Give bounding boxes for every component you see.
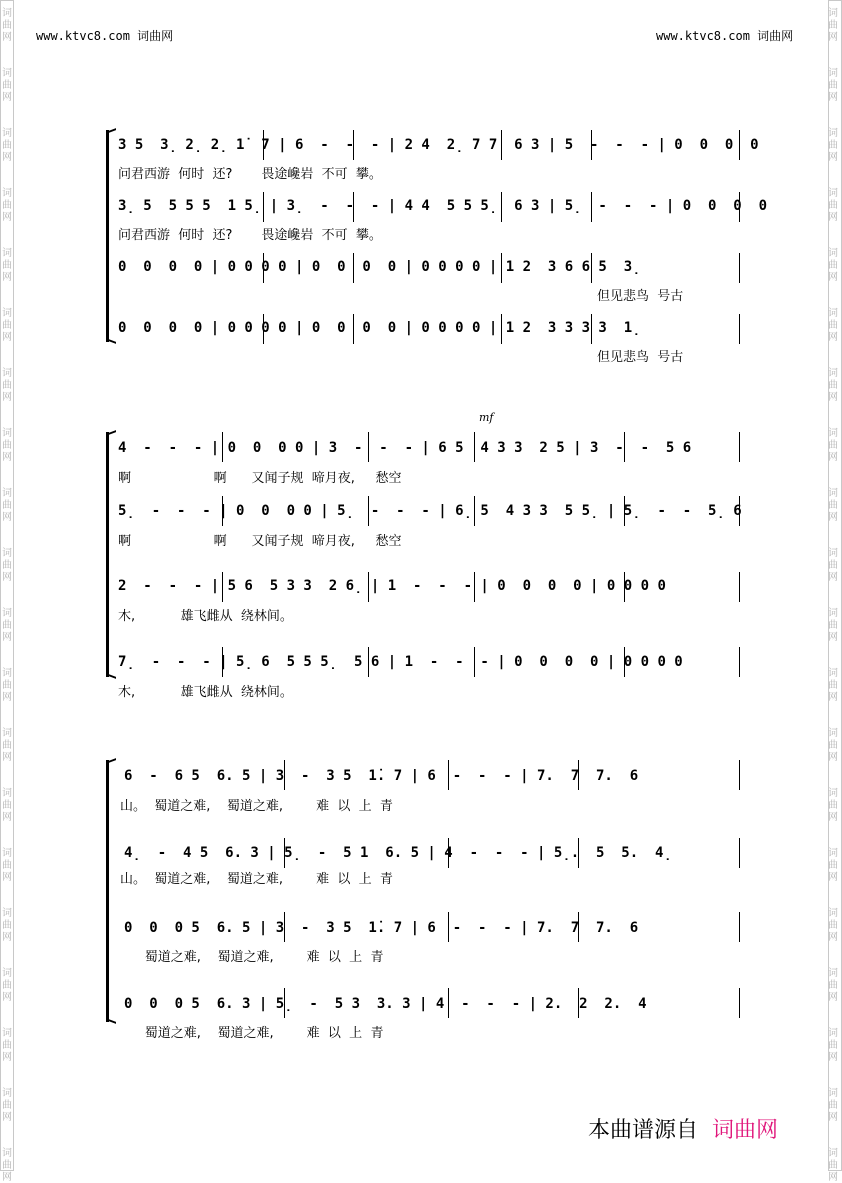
part-2-notes: 5̣ - - - | 0 0 0 0 | 5̣ - - - | 6̣ 5 4 3 3 5 5̣ | 5̣ - - 5̣ 6 — [118, 503, 742, 519]
watermark-char: 词 — [2, 968, 12, 979]
watermark-char: 曲 — [828, 260, 838, 271]
watermark-char: 词 — [2, 248, 12, 259]
watermark-char: 网 — [2, 752, 12, 763]
part-2-notes: 4̣ - 4 5 6. 3 | 5̣ - 5 1 6. 5 | 4 - - - | 5̣. 5 5. 4̣ — [124, 845, 672, 861]
part-4-lyrics: 但见悲鸟 号古 — [597, 350, 684, 365]
watermark-char: 网 — [2, 692, 12, 703]
watermark-char: 网 — [828, 572, 838, 583]
footer-source — [588, 1113, 778, 1144]
watermark-char: 词 — [2, 428, 12, 439]
part-1-lyrics: 啊 啊 又闻子规 啼月夜, 愁空 — [118, 471, 402, 486]
part-1-lyrics: 山。 蜀道之难, 蜀道之难, 难 以 上 青 — [120, 799, 393, 814]
part-4-notes: 0 0 0 0 | 0 0 0 0 | 0 0 0 0 | 0 0 0 0 | 1 2 3 3 3 3 1̣ — [118, 320, 641, 336]
watermark-char: 曲 — [2, 1160, 12, 1171]
watermark-char: 网 — [828, 512, 838, 523]
watermark-char: 曲 — [828, 140, 838, 151]
watermark-char: 曲 — [828, 440, 838, 451]
part-1-notes: 6 - 6 5 6. 5 | 3 - 3 5 1̇. 7 | 6 - - - | 7. 7 7. 6 — [124, 768, 639, 784]
watermark-char: 词 — [2, 668, 12, 679]
watermark-char: 网 — [828, 1052, 838, 1063]
part-3-notes: 2 - - - | 5 6 5 3 3 2 6̣ | 1 - - - | 0 0 0 0 | 0 0 0 0 — [118, 578, 666, 594]
watermark-char: 词 — [828, 248, 838, 259]
watermark-char: 网 — [828, 632, 838, 643]
watermark-char: 词 — [2, 908, 12, 919]
watermark-char: 网 — [828, 452, 838, 463]
watermark-char: 网 — [2, 812, 12, 823]
watermark-char: 曲 — [828, 800, 838, 811]
part-4-notes: 0 0 0 5 6. 3 | 5̣ - 5 3 3. 3 | 4 - - - | 2. 2 2. 4 — [124, 996, 647, 1012]
watermark-char: 词 — [828, 608, 838, 619]
watermark-char: 词 — [2, 1088, 12, 1099]
watermark-char: 曲 — [828, 20, 838, 31]
header-right-site: www.ktvc8.com 词曲网 — [656, 29, 794, 43]
watermark-char: 词 — [828, 68, 838, 79]
watermark-char: 网 — [828, 212, 838, 223]
watermark-char: 词 — [828, 968, 838, 979]
watermark-char: 网 — [2, 1172, 12, 1183]
watermark-char: 网 — [828, 1172, 838, 1183]
watermark-char: 词 — [2, 308, 12, 319]
watermark-char: 曲 — [828, 200, 838, 211]
watermark-char: 曲 — [2, 140, 12, 151]
watermark-char: 词 — [828, 488, 838, 499]
watermark-char: 网 — [2, 932, 12, 943]
watermark-char: 词 — [828, 548, 838, 559]
system-brace — [106, 432, 109, 677]
watermark-char: 曲 — [2, 860, 12, 871]
watermark-char: 词 — [828, 908, 838, 919]
header-left-site: www.ktvc8.com 词曲网 — [36, 29, 174, 43]
watermark-char: 曲 — [828, 1160, 838, 1171]
footer-source-text: 本曲谱源自 — [588, 1118, 699, 1143]
watermark-char: 词 — [2, 548, 12, 559]
watermark-char: 曲 — [2, 380, 12, 391]
watermark-char: 曲 — [828, 980, 838, 991]
watermark-char: 词 — [828, 788, 838, 799]
watermark-char: 曲 — [2, 620, 12, 631]
part-4-lyrics: 蜀道之难, 蜀道之难, 难 以 上 青 — [120, 1026, 384, 1041]
watermark-char: 网 — [2, 32, 12, 43]
part-2-lyrics: 山。 蜀道之难, 蜀道之难, 难 以 上 青 — [120, 872, 393, 887]
part-2-notes: 3̣ 5 5 5 5 1 5̣ | 3̣ - - - | 4 4 5 5 5̣ 6 3 | 5̣ - - - | 0 0 0 0 — [118, 198, 768, 214]
watermark-char: 词 — [828, 848, 838, 859]
part-3-notes: 0 0 0 0 | 0 0 0 0 | 0 0 0 0 | 0 0 0 0 | 1 2 3 6 6 5 3̣ — [118, 259, 641, 275]
watermark-char: 词 — [2, 848, 12, 859]
watermark-char: 曲 — [828, 620, 838, 631]
footer-brand-link[interactable]: 词曲网 — [712, 1118, 779, 1143]
watermark-char: 曲 — [828, 860, 838, 871]
watermark-char: 曲 — [828, 1040, 838, 1051]
watermark-char: 网 — [828, 272, 838, 283]
watermark-char: 词 — [2, 1148, 12, 1159]
dynamic-marking: mf — [479, 411, 494, 424]
watermark-char: 词 — [2, 488, 12, 499]
watermark-char: 曲 — [2, 740, 12, 751]
watermark-char: 曲 — [828, 920, 838, 931]
watermark-char: 曲 — [2, 1040, 12, 1051]
watermark-char: 词 — [828, 668, 838, 679]
part-3-lyrics: 木, 雄飞雌从 绕林间。 — [118, 609, 293, 624]
watermark-char: 网 — [828, 1112, 838, 1123]
watermark-char: 网 — [2, 992, 12, 1003]
watermark-char: 词 — [828, 728, 838, 739]
watermark-char: 曲 — [2, 200, 12, 211]
watermark-char: 曲 — [828, 320, 838, 331]
part-1-notes: 3 5 3̣ 2̣ 2̣ 1̇ 7 | 6 - - - | 2 4 2̣ 7 7 6 3 | 5 - - - | 0 0 0 0 — [118, 137, 759, 153]
watermark-char: 曲 — [2, 440, 12, 451]
watermark-char: 曲 — [2, 680, 12, 691]
watermark-char: 曲 — [828, 740, 838, 751]
part-4-notes: 7̣ - - - | 5̣ 6 5 5 5̣ 5 6 | 1 - - - | 0 0 0 0 | 0 0 0 0 — [118, 654, 683, 670]
watermark-char: 词 — [2, 608, 12, 619]
watermark-char: 网 — [828, 992, 838, 1003]
watermark-char: 词 — [828, 188, 838, 199]
watermark-char: 网 — [828, 332, 838, 343]
part-3-lyrics: 蜀道之难, 蜀道之难, 难 以 上 青 — [120, 950, 384, 965]
watermark-char: 词 — [2, 788, 12, 799]
watermark-char: 词 — [828, 8, 838, 19]
watermark-char: 曲 — [2, 260, 12, 271]
part-1-notes: 4 - - - | 0 0 0 0 | 3 - - - | 6 5 4 3 3 2 5 | 3 - - 5 6 — [118, 440, 692, 456]
watermark-char: 曲 — [2, 560, 12, 571]
watermark-char: 网 — [2, 572, 12, 583]
watermark-char: 网 — [828, 692, 838, 703]
watermark-char: 网 — [2, 392, 12, 403]
watermark-char: 网 — [2, 212, 12, 223]
part-4-lyrics: 木, 雄飞雌从 绕林间。 — [118, 685, 293, 700]
part-2-lyrics: 问君西游 何时 还? 畏途巉岩 不可 攀。 — [118, 228, 382, 243]
watermark-char: 曲 — [828, 1100, 838, 1111]
watermark-char: 网 — [828, 932, 838, 943]
watermark-char: 网 — [2, 872, 12, 883]
watermark-char: 词 — [2, 368, 12, 379]
part-3-notes: 0 0 0 5 6. 5 | 3 - 3 5 1̇. 7 | 6 - - - | 7. 7 7. 6 — [124, 920, 639, 936]
watermark-char: 网 — [828, 32, 838, 43]
watermark-char: 网 — [828, 752, 838, 763]
watermark-char: 网 — [828, 152, 838, 163]
watermark-char: 词 — [828, 128, 838, 139]
watermark-char: 网 — [2, 92, 12, 103]
system-brace — [106, 130, 109, 342]
watermark-char: 网 — [2, 512, 12, 523]
watermark-char: 词 — [828, 1148, 838, 1159]
watermark-char: 网 — [2, 1052, 12, 1063]
watermark-char: 曲 — [2, 1100, 12, 1111]
watermark-char: 曲 — [2, 20, 12, 31]
watermark-char: 曲 — [828, 80, 838, 91]
watermark-char: 词 — [2, 68, 12, 79]
watermark-char: 词 — [828, 308, 838, 319]
part-2-lyrics: 啊 啊 又闻子规 啼月夜, 愁空 — [118, 534, 402, 549]
watermark-char: 词 — [2, 188, 12, 199]
watermark-char: 网 — [2, 332, 12, 343]
watermark-char: 网 — [2, 152, 12, 163]
watermark-char: 词 — [828, 368, 838, 379]
watermark-char: 曲 — [828, 500, 838, 511]
watermark-char: 词 — [828, 1088, 838, 1099]
watermark-char: 曲 — [2, 800, 12, 811]
watermark-char: 曲 — [2, 500, 12, 511]
watermark-char: 词 — [2, 1028, 12, 1039]
watermark-char: 词 — [2, 728, 12, 739]
part-1-lyrics: 问君西游 何时 还? 畏途巉岩 不可 攀。 — [118, 167, 382, 182]
watermark-char: 网 — [828, 92, 838, 103]
watermark-char: 词 — [2, 128, 12, 139]
watermark-char: 曲 — [2, 80, 12, 91]
watermark-char: 词 — [828, 428, 838, 439]
system-brace — [106, 760, 109, 1022]
watermark-char: 曲 — [2, 320, 12, 331]
watermark-char: 曲 — [2, 920, 12, 931]
watermark-char: 网 — [828, 872, 838, 883]
watermark-char: 词 — [828, 1028, 838, 1039]
watermark-char: 网 — [2, 1112, 12, 1123]
watermark-char: 曲 — [828, 380, 838, 391]
part-3-lyrics: 但见悲鸟 号古 — [597, 289, 684, 304]
watermark-char: 网 — [828, 392, 838, 403]
watermark-char: 网 — [828, 812, 838, 823]
watermark-char: 曲 — [828, 680, 838, 691]
watermark-char: 网 — [2, 632, 12, 643]
watermark-char: 网 — [2, 272, 12, 283]
watermark-char: 曲 — [828, 560, 838, 571]
watermark-char: 网 — [2, 452, 12, 463]
watermark-char: 曲 — [2, 980, 12, 991]
watermark-char: 词 — [2, 8, 12, 19]
